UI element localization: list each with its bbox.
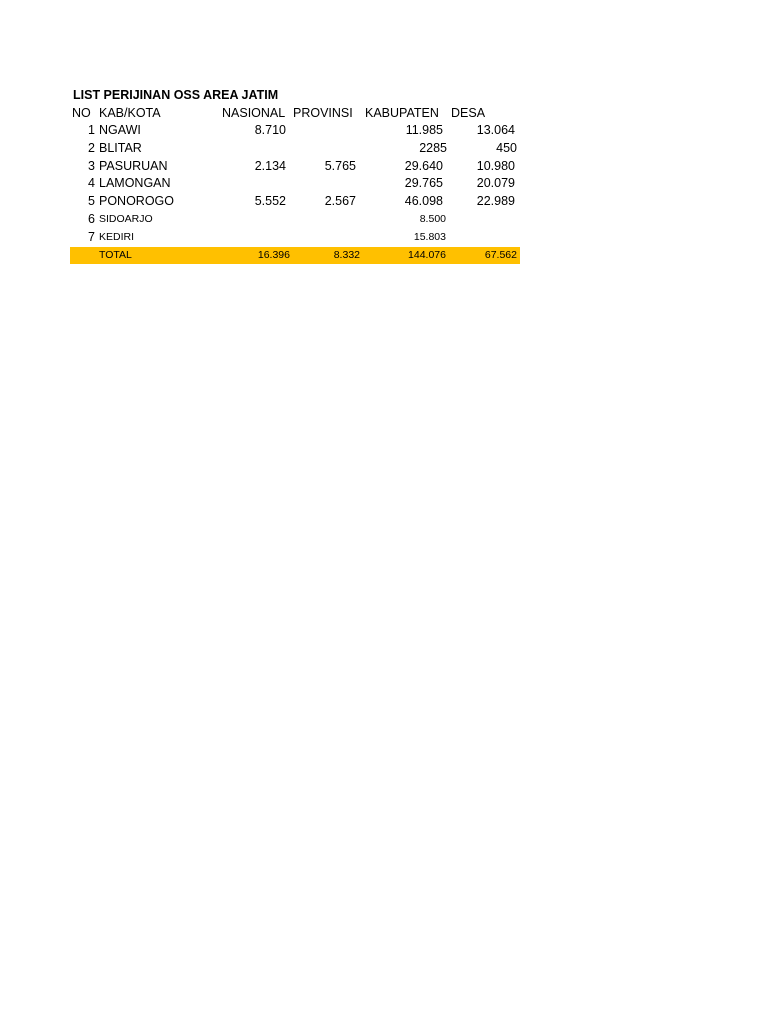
header-kabupaten: KABUPATEN xyxy=(365,106,439,120)
header-provinsi: PROVINSI xyxy=(293,106,353,120)
row-nasional xyxy=(230,140,286,157)
row-kab-kota: LAMONGAN xyxy=(99,176,171,190)
total-desa: 67.562 xyxy=(484,249,517,261)
row-no: 6 xyxy=(88,212,95,226)
row-no: 3 xyxy=(88,159,95,173)
row-kab-kota: KEDIRI xyxy=(99,231,135,243)
row-provinsi xyxy=(300,140,356,157)
row-kabupaten: 46.098 xyxy=(404,194,443,208)
row-provinsi xyxy=(305,229,360,246)
row-nasional xyxy=(235,229,290,246)
row-kab-kota: BLITAR xyxy=(99,141,142,155)
table-row xyxy=(70,122,520,139)
row-kabupaten: 29.765 xyxy=(404,176,443,190)
row-provinsi xyxy=(305,211,360,228)
row-kabupaten: 2285 xyxy=(419,141,447,155)
row-no: 7 xyxy=(88,230,95,244)
row-kab-kota: SIDOARJO xyxy=(99,213,153,225)
row-desa: 13.064 xyxy=(476,123,515,137)
row-provinsi: 2.567 xyxy=(324,194,356,208)
row-kabupaten: 8.500 xyxy=(419,213,446,225)
header-nasional: NASIONAL xyxy=(222,106,286,120)
table-row xyxy=(70,158,520,175)
row-desa: 20.079 xyxy=(476,176,515,190)
row-kabupaten: 29.640 xyxy=(404,159,443,173)
row-kab-kota: PONOROGO xyxy=(99,194,175,208)
row-provinsi xyxy=(300,175,356,192)
row-nasional: 5.552 xyxy=(254,194,286,208)
row-no: 5 xyxy=(88,194,95,208)
row-desa: 450 xyxy=(496,141,517,155)
row-kabupaten: 15.803 xyxy=(413,231,446,243)
row-desa xyxy=(465,229,517,246)
total-kabupaten: 144.076 xyxy=(408,249,446,261)
table-row xyxy=(70,211,520,228)
total-nasional: 16.396 xyxy=(257,249,290,261)
row-no: 1 xyxy=(88,123,95,137)
row-desa xyxy=(465,211,517,228)
row-no: 4 xyxy=(88,176,95,190)
table-row xyxy=(70,175,520,192)
row-kab-kota: NGAWI xyxy=(99,123,141,137)
total-label: TOTAL xyxy=(99,249,132,261)
total-provinsi: 8.332 xyxy=(333,249,360,261)
table-row xyxy=(70,193,520,210)
row-no: 2 xyxy=(88,141,95,155)
row-provinsi: 5.765 xyxy=(324,159,356,173)
page-title: LIST PERIJINAN OSS AREA JATIM xyxy=(73,88,279,102)
row-desa: 22.989 xyxy=(476,194,515,208)
row-nasional: 8.710 xyxy=(254,123,286,137)
row-nasional: 2.134 xyxy=(254,159,286,173)
row-provinsi xyxy=(300,122,356,139)
row-desa: 10.980 xyxy=(476,159,515,173)
header-no: NO xyxy=(72,106,91,120)
row-nasional xyxy=(235,211,290,228)
table-header-row xyxy=(70,105,520,122)
total-row xyxy=(70,247,520,264)
row-nasional xyxy=(230,175,286,192)
header-desa: DESA xyxy=(451,106,486,120)
header-kab-kota: KAB/KOTA xyxy=(99,106,161,120)
table-row xyxy=(70,140,520,157)
row-kab-kota: PASURUAN xyxy=(99,159,168,173)
table-row xyxy=(70,229,520,246)
row-kabupaten: 11.985 xyxy=(405,123,443,137)
